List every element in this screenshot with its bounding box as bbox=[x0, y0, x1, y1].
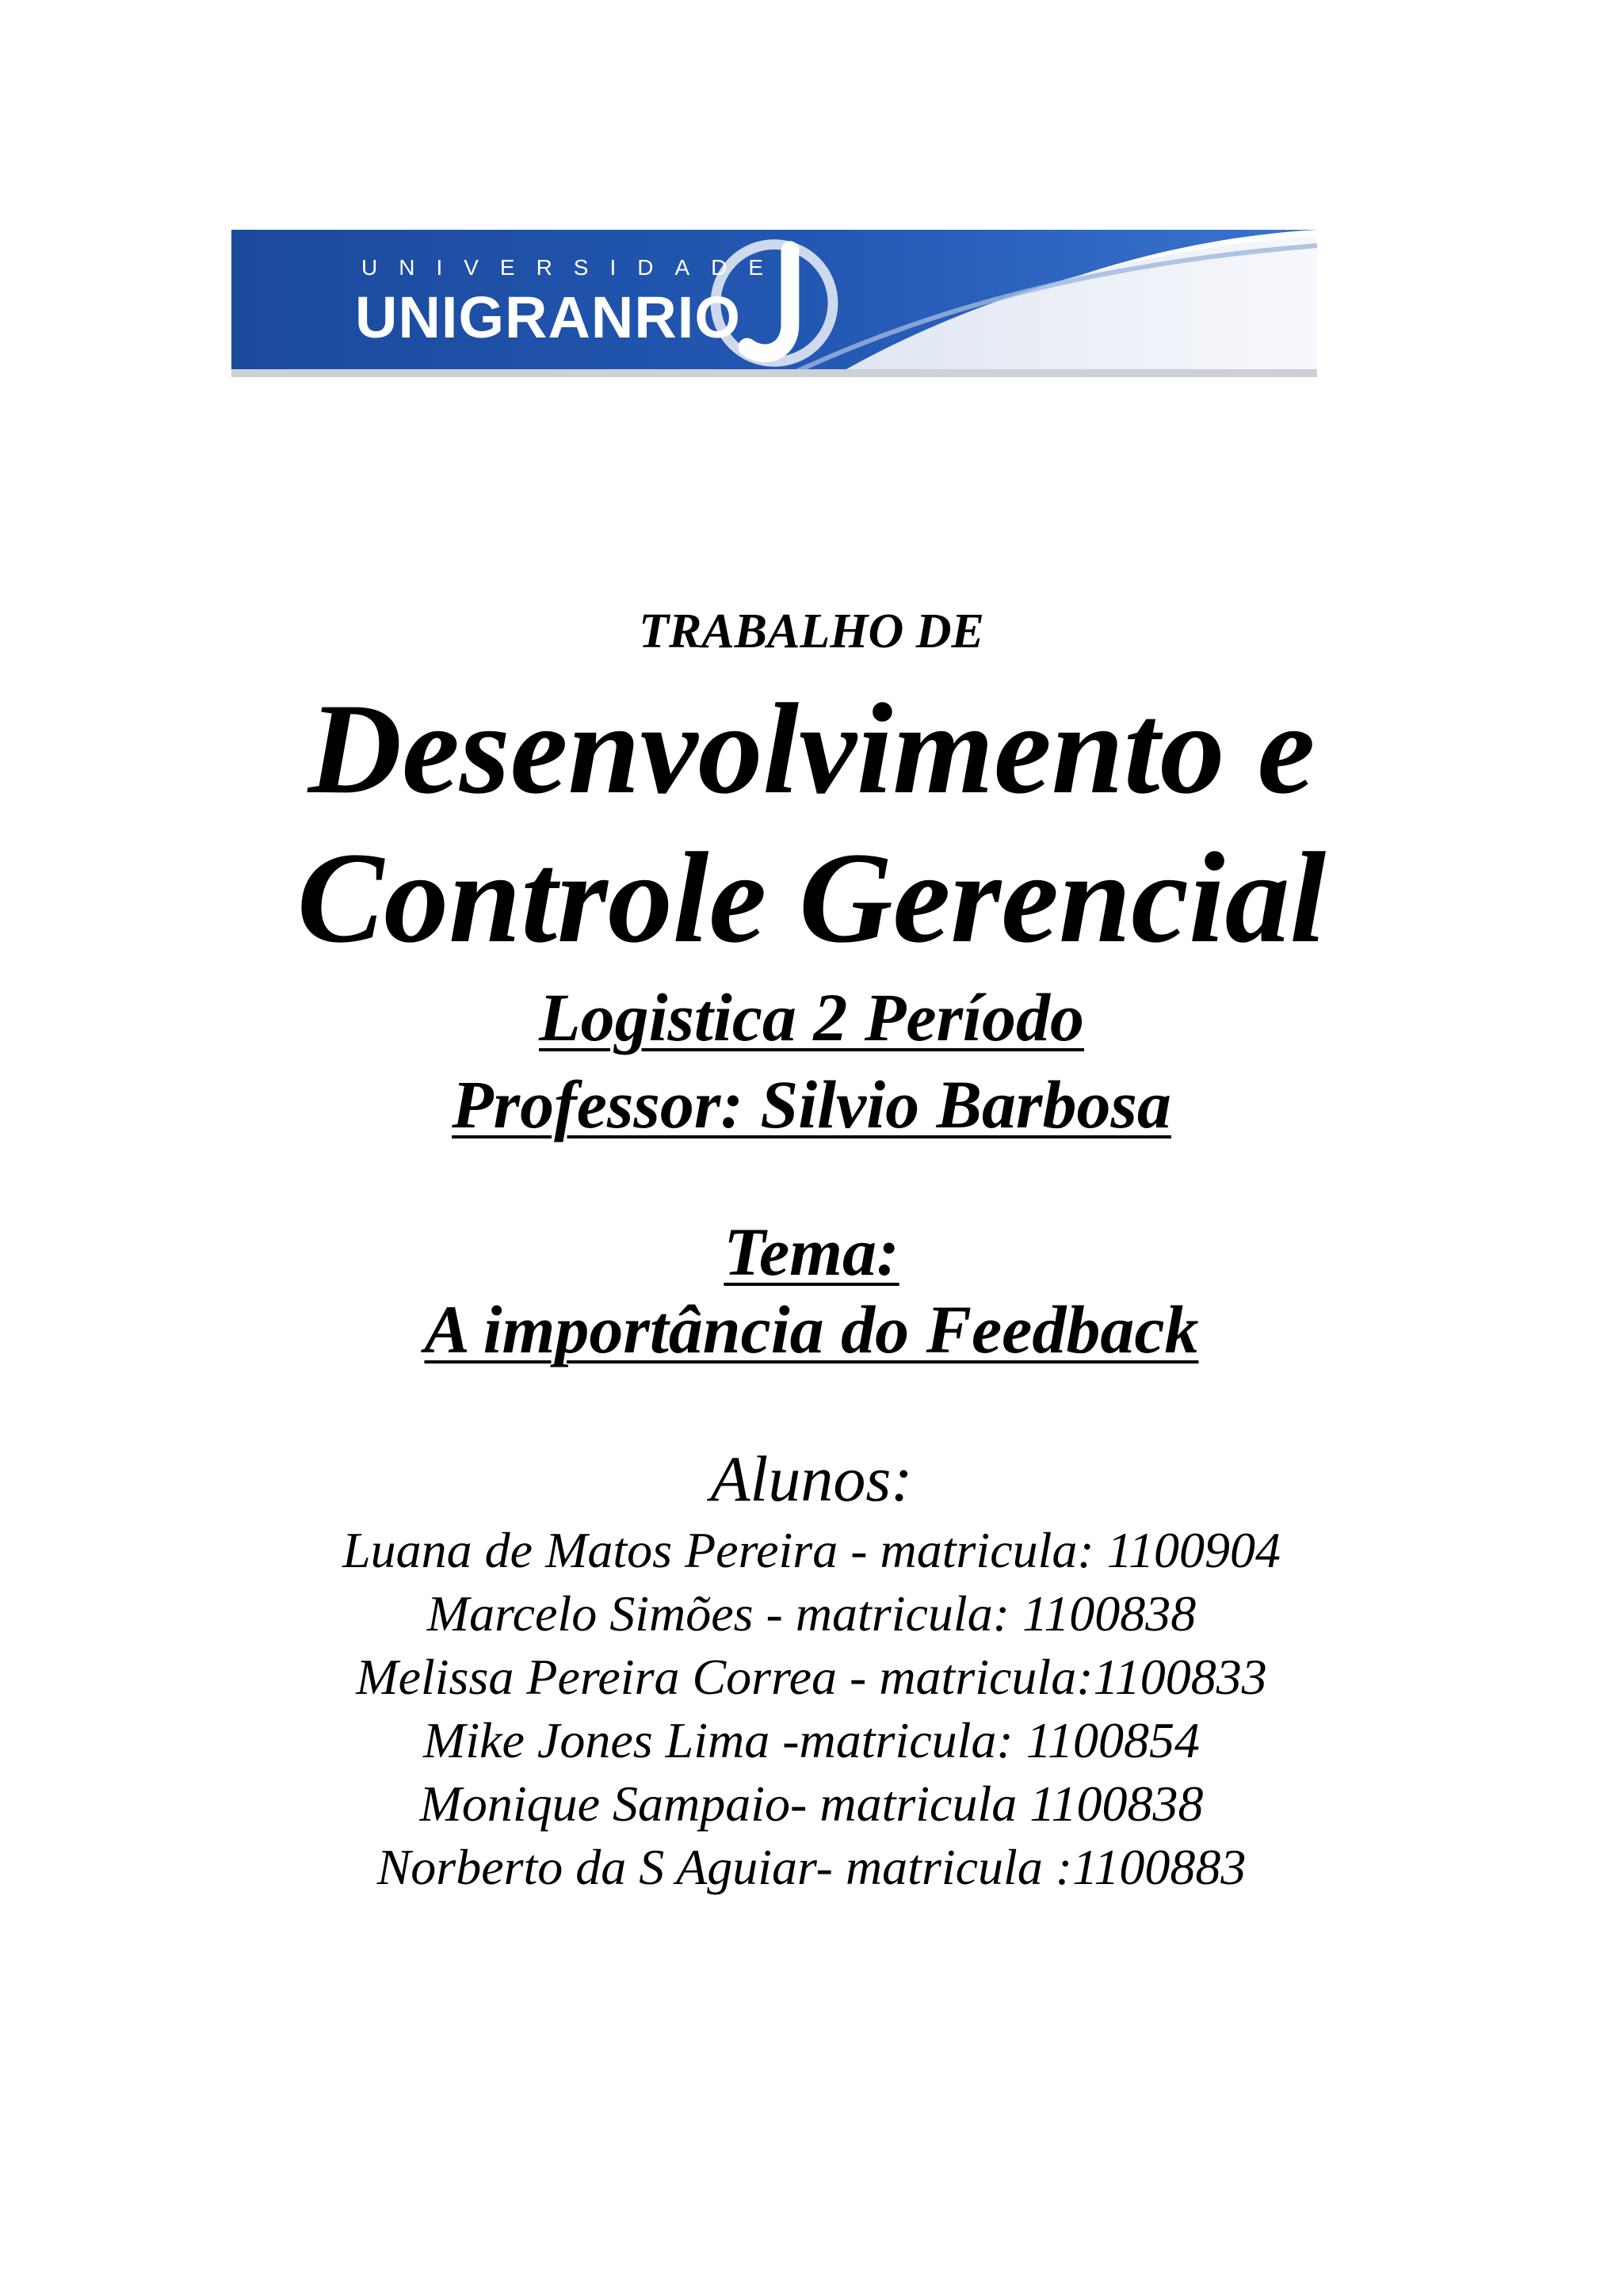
title-line-2: Controle Gerencial bbox=[296, 826, 1327, 970]
brand-name: UNIGRANRIO bbox=[355, 284, 741, 350]
university-label: UNIVERSIDADE bbox=[361, 255, 785, 280]
university-banner bbox=[231, 230, 1317, 376]
student-line: Melissa Pereira Correa - matricula:1100833 bbox=[356, 1649, 1267, 1705]
student-line: Monique Sampaio- matricula 1100838 bbox=[419, 1775, 1204, 1832]
tema-label: Tema: bbox=[724, 1214, 899, 1290]
alunos-heading: Alunos: bbox=[710, 1443, 913, 1515]
student-line: Norberto da S Aguiar- matricula :1100883 bbox=[376, 1839, 1247, 1895]
student-line: Mike Jones Lima -matricula: 1100854 bbox=[423, 1712, 1200, 1768]
work-kicker: TRABALHO DE bbox=[639, 605, 984, 658]
student-line: Marcelo Simões - matricula: 1100838 bbox=[426, 1585, 1197, 1642]
professor-subtitle: Professor: Silvio Barbosa bbox=[452, 1066, 1171, 1142]
banner-divider bbox=[231, 369, 1317, 377]
title-line-1: Desenvolvimento e bbox=[307, 677, 1316, 821]
student-line: Luana de Matos Pereira - matricula: 1100904 bbox=[342, 1522, 1281, 1578]
course-subtitle: Logistica 2 Período bbox=[539, 979, 1084, 1055]
tema-value: A importância do Feedback bbox=[424, 1291, 1199, 1367]
